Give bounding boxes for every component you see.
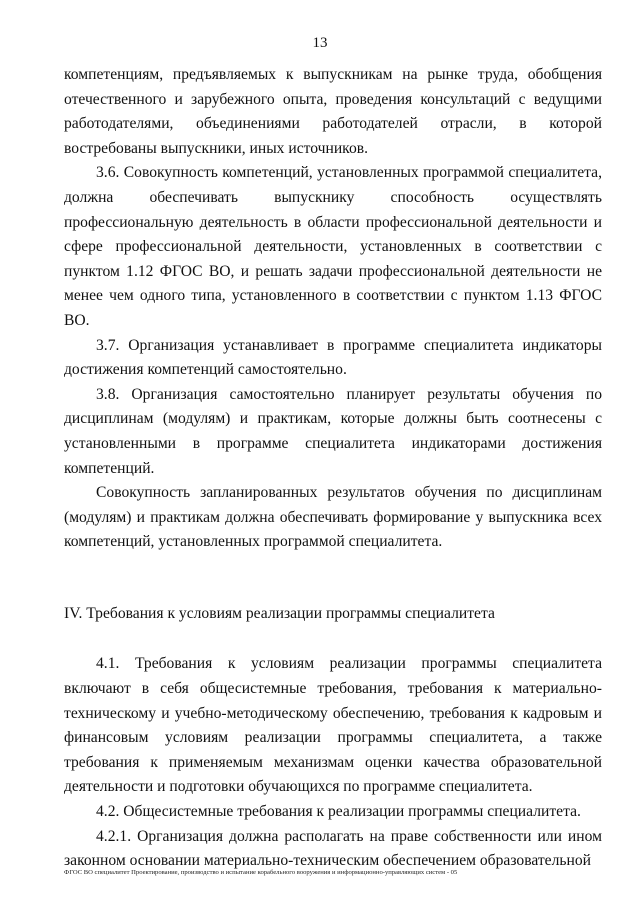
paragraph-3-6: 3.6. Совокупность компетенций, установленных программой специалитета, должна обеспечивать выпускнику способность осуществлять профессиональную деятельность в области профессиональной деятельности и сфере профессиональной деятельности, установленных в соответствии с пунктом 1.12 ФГОС ВО, и решать задачи профессиональной деятельности не менее чем одного типа, установленного в соответствии с пунктом 1.13 ФГОС ВО. xyxy=(64,164,602,329)
paragraph-3-7: 3.7. Организация устанавливает в программе специалитета индикаторы достижения компетенций самостоятельно. xyxy=(64,336,602,379)
document-body xyxy=(64,63,602,874)
section-heading: IV. Требования к условиям реализации программы специалитета xyxy=(64,604,495,622)
paragraph-continuation: компетенциям, предъявляемых к выпускникам на рынке труда, обобщения отечественного и зарубежного опыта, проведения консультаций с ведущими работодателями, объединениями работодателей отрасли, в которой востребованы выпускники, иных источников. xyxy=(64,66,602,157)
page-footer: ФГОС ВО специалитет Проектирование, производство и испытание корабельного вооружения и информационно-управляющих систем - 05 xyxy=(64,869,458,876)
page-number: 13 xyxy=(312,35,328,51)
paragraph-4-1: 4.1. Требования к условиям реализации программы специалитета включают в себя общесистемные требования, требования к материально-техническому и учебно-методическому обеспечению, требования к кадровым и финансовым условиям реализации программы специалитета, а также требования к применяемым механизмам оценки качества образовательной деятельности и подготовки обучающихся по программе специалитета. xyxy=(64,655,602,796)
paragraph-competencies-summary: Совокупность запланированных результатов обучения по дисциплинам (модулям) и практикам должна обеспечивать формирование у выпускника всех компетенций, установленных программой специалитета. xyxy=(64,484,602,551)
paragraph-3-8: 3.8. Организация самостоятельно планирует результаты обучения по дисциплинам (модулям) и практикам, которые должны быть соотнесены с установленными в программе специалитета индикаторами достижения компетенций. xyxy=(64,385,602,477)
paragraph-4-2: 4.2. Общесистемные требования к реализации программы специалитета. xyxy=(96,803,581,821)
paragraph-4-2-1: 4.2.1. Организация должна располагать на праве собственности или ином законном основании материально-техническим обеспечением образовательной xyxy=(64,827,602,870)
